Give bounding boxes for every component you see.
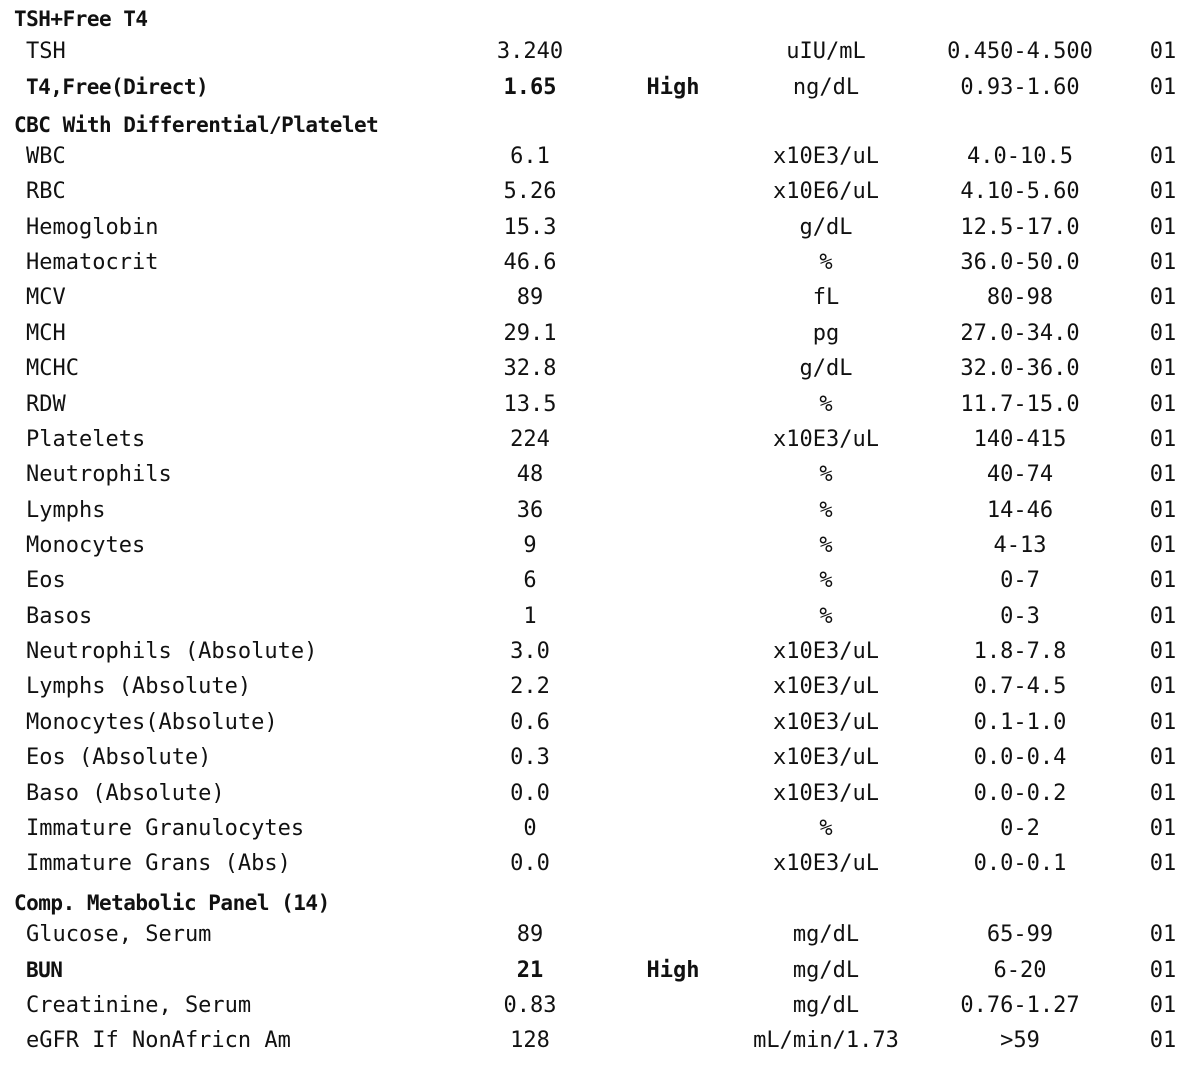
result-row [0,139,1188,174]
lab-code: 01 [1149,993,1177,1018]
result-row [0,1023,1188,1058]
test-result: 13.5 [503,392,557,417]
test-result: 36 [516,498,544,523]
test-result: 1 [523,604,537,629]
test-name: Neutrophils (Absolute) [26,639,318,664]
test-units: % [819,498,833,523]
test-units: % [819,604,833,629]
test-result: 128 [510,1028,550,1053]
test-units: g/dL [799,215,853,240]
lab-code: 01 [1149,498,1177,523]
result-row [0,422,1188,457]
reference-range: 80-98 [986,285,1054,310]
test-result: 46.6 [503,250,557,275]
reference-range: 65-99 [986,922,1054,947]
reference-range: 0.93-1.60 [960,75,1080,100]
result-row-abnormal [0,953,1188,988]
test-name: Hemoglobin [26,215,159,240]
reference-range: 0.1-1.0 [973,710,1067,735]
test-name: Eos [26,568,66,593]
test-name: Lymphs [26,498,106,523]
test-name: Baso (Absolute) [26,781,225,806]
lab-code: 01 [1149,250,1177,275]
lab-code: 01 [1149,674,1177,699]
abnormal-flag: High [646,75,700,100]
result-row [0,528,1188,563]
test-name: Basos [26,604,93,629]
lab-code: 01 [1149,462,1177,487]
test-units: x10E3/uL [773,851,879,876]
section-title: CBC With Differential/Platelet [14,113,379,137]
test-result: 0.0 [510,851,550,876]
reference-range: 12.5-17.0 [960,215,1080,240]
test-result: 15.3 [503,215,557,240]
test-result: 0.83 [503,993,557,1018]
test-result: 29.1 [503,321,557,346]
test-units: % [819,568,833,593]
test-result: 5.26 [503,179,557,204]
result-row [0,493,1188,528]
result-row [0,846,1188,881]
test-units: mL/min/1.73 [753,1028,899,1053]
test-units: x10E3/uL [773,639,879,664]
test-name: T4,Free(Direct) [26,75,209,99]
test-name: Monocytes [26,533,146,558]
test-name: Platelets [26,427,146,452]
reference-range: 0.76-1.27 [960,993,1080,1018]
test-name: Neutrophils [26,462,172,487]
test-units: x10E6/uL [773,179,879,204]
test-result: 48 [516,462,544,487]
test-units: x10E3/uL [773,427,879,452]
test-result: 89 [516,922,544,947]
test-result: 224 [510,427,550,452]
reference-range: 0-7 [1000,568,1040,593]
test-result: 3.240 [496,39,564,64]
test-name: BUN [26,958,63,982]
test-units: g/dL [799,356,853,381]
reference-range: 4-13 [993,533,1047,558]
test-units: mg/dL [792,993,860,1018]
test-result: 3.0 [510,639,550,664]
result-row [0,316,1188,351]
lab-code: 01 [1149,639,1177,664]
reference-range: 6-20 [993,958,1047,983]
test-units: % [819,816,833,841]
test-result: 1.65 [503,75,557,100]
test-result: 6 [523,568,537,593]
reference-range: 27.0-34.0 [960,321,1080,346]
test-units: % [819,250,833,275]
test-name: RDW [26,392,66,417]
test-name: Creatinine, Serum [26,993,252,1018]
test-name: Immature Granulocytes [26,816,305,841]
result-row [0,634,1188,669]
test-units: ng/dL [792,75,860,100]
section-title: TSH+Free T4 [14,7,148,31]
result-row [0,387,1188,422]
lab-code: 01 [1149,533,1177,558]
test-name: Hematocrit [26,250,159,275]
reference-range: 32.0-36.0 [960,356,1080,381]
section-header [0,2,1188,37]
reference-range: 0-2 [1000,816,1040,841]
reference-range: 14-46 [986,498,1054,523]
test-name: Glucose, Serum [26,922,212,947]
test-units: pg [812,321,840,346]
test-result: 0.6 [510,710,550,735]
lab-code: 01 [1149,781,1177,806]
lab-code: 01 [1149,568,1177,593]
test-name: MCHC [26,356,79,381]
test-name: Eos (Absolute) [26,745,212,770]
test-name: MCH [26,321,66,346]
test-name: Lymphs (Absolute) [26,674,252,699]
lab-code: 01 [1149,144,1177,169]
test-name: WBC [26,144,66,169]
lab-code: 01 [1149,604,1177,629]
lab-code: 01 [1149,922,1177,947]
test-units: % [819,392,833,417]
section-header [0,108,1188,143]
lab-code: 01 [1149,75,1177,100]
result-row [0,705,1188,740]
test-result: 0.3 [510,745,550,770]
test-units: fL [812,285,840,310]
test-units: x10E3/uL [773,674,879,699]
reference-range: 0.450-4.500 [947,39,1093,64]
test-result: 0 [523,816,537,841]
test-result: 21 [516,958,544,983]
section-title: Comp. Metabolic Panel (14) [14,891,330,915]
test-result: 32.8 [503,356,557,381]
result-row [0,776,1188,811]
test-name: Immature Grans (Abs) [26,851,291,876]
result-row [0,351,1188,386]
reference-range: 11.7-15.0 [960,392,1080,417]
reference-range: >59 [1000,1028,1040,1053]
result-row [0,599,1188,634]
result-row [0,245,1188,280]
test-units: % [819,533,833,558]
reference-range: 40-74 [986,462,1054,487]
result-row [0,280,1188,315]
result-row [0,563,1188,598]
test-result: 6.1 [510,144,550,169]
lab-code: 01 [1149,392,1177,417]
lab-code: 01 [1149,179,1177,204]
lab-code: 01 [1149,285,1177,310]
test-units: x10E3/uL [773,144,879,169]
test-units: uIU/mL [786,39,866,64]
reference-range: 0.0-0.4 [973,745,1067,770]
result-row [0,34,1188,69]
result-row [0,210,1188,245]
lab-code: 01 [1149,215,1177,240]
result-row [0,811,1188,846]
test-units: x10E3/uL [773,781,879,806]
reference-range: 140-415 [973,427,1067,452]
test-name: RBC [26,179,66,204]
lab-code: 01 [1149,710,1177,735]
test-units: mg/dL [792,922,860,947]
reference-range: 0-3 [1000,604,1040,629]
test-name: TSH [26,39,66,64]
result-row [0,740,1188,775]
test-units: x10E3/uL [773,745,879,770]
lab-code: 01 [1149,745,1177,770]
test-name: Monocytes(Absolute) [26,710,278,735]
reference-range: 1.8-7.8 [973,639,1067,664]
result-row [0,174,1188,209]
test-units: mg/dL [792,958,860,983]
lab-code: 01 [1149,427,1177,452]
result-row-abnormal [0,70,1188,105]
result-row [0,669,1188,704]
test-result: 0.0 [510,781,550,806]
reference-range: 36.0-50.0 [960,250,1080,275]
lab-code: 01 [1149,816,1177,841]
test-result: 2.2 [510,674,550,699]
test-units: x10E3/uL [773,710,879,735]
test-result: 89 [516,285,544,310]
lab-code: 01 [1149,39,1177,64]
result-row [0,457,1188,492]
lab-code: 01 [1149,1028,1177,1053]
test-name: eGFR If NonAfricn Am [26,1028,291,1053]
lab-code: 01 [1149,356,1177,381]
lab-code: 01 [1149,321,1177,346]
result-row [0,917,1188,952]
reference-range: 4.10-5.60 [960,179,1080,204]
reference-range: 0.0-0.2 [973,781,1067,806]
reference-range: 0.7-4.5 [973,674,1067,699]
reference-range: 0.0-0.1 [973,851,1067,876]
result-row [0,988,1188,1023]
lab-code: 01 [1149,958,1177,983]
lab-code: 01 [1149,851,1177,876]
test-result: 9 [523,533,537,558]
test-units: % [819,462,833,487]
section-header [0,886,1188,921]
reference-range: 4.0-10.5 [967,144,1073,169]
test-name: MCV [26,285,66,310]
abnormal-flag: High [646,958,700,983]
